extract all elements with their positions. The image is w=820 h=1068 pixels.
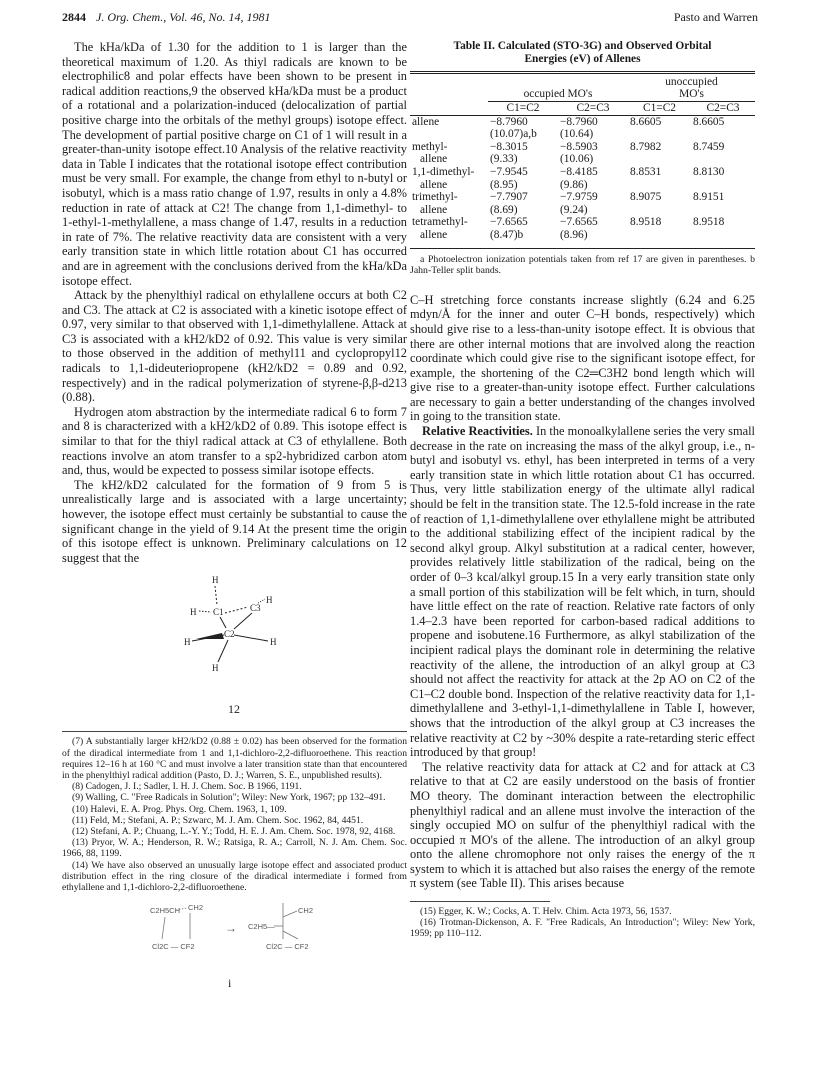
table-cell: 8.6605	[630, 115, 662, 128]
compound-name: allene	[420, 228, 448, 241]
column-header: C2=C3	[691, 102, 755, 116]
atom-c1: C1	[213, 607, 224, 618]
group-header-unoccupied: unoccupied	[665, 75, 718, 88]
footnote: (16) Trotman-Dickenson, A. F. "Free Radicals, An Introduction"; Wiley: New York, 1959; pp 110–112.	[410, 917, 755, 940]
atom-h-c2-left: H	[184, 637, 191, 648]
footnote: (10) Halevi, E. A. Prog. Phys. Org. Chem. 1963, 1, 109.	[72, 803, 287, 815]
table-row	[410, 191, 755, 204]
footnotes	[62, 736, 407, 893]
footnote: (12) Stefani, A. P.; Chuang, L.-Y. Y.; Todd, H. E. J. Am. Chem. Soc. 1978, 92, 4168.	[72, 826, 396, 837]
compound-name: allene	[420, 153, 448, 166]
left-column	[62, 40, 407, 999]
column-header: C1=C2	[488, 102, 558, 116]
structure-i-right-ch2: CH2	[298, 906, 314, 916]
journal-citation: J. Org. Chem., Vol. 46, No. 14, 1981	[96, 10, 271, 24]
structure-i-left-top: C2H5CH	[150, 906, 181, 916]
table-cell: 8.8130	[693, 165, 725, 178]
compound-name: trimethyl-	[412, 191, 458, 204]
atom-h-left: H	[190, 607, 197, 618]
table-cell: −8.5903	[560, 140, 598, 153]
atom-c3: C3	[250, 603, 261, 614]
table-cell: 8.7459	[693, 140, 725, 153]
paragraph-with-heading	[410, 424, 755, 760]
table-cell: (9.24)	[560, 203, 588, 216]
table-title-line: Table II. Calculated (STO-3G) and Observed Orbital	[453, 40, 712, 52]
compound-name	[410, 128, 488, 141]
reaction-arrow: →	[225, 921, 237, 936]
running-header	[62, 10, 758, 28]
paragraph: C–H stretching force constants increase slightly (6.24 and 6.25 mdyn/Å for the inner and outer C–H bonds, respectively) which should give rise to a less-than-unity isotope effect. It is obvious that there are other internal motions that are involved along the reaction coordinate which could give rise to the significant isotope effect, for example, the shortening of the C2═C3H2 bond length which will give rise to a greater-than-unity isotope effect. Further calculations are necessary to gain a better understanding of the changes involved in going to the transition state.	[410, 292, 755, 424]
table-row	[410, 166, 755, 179]
paragraph-text: In the monoalkylallene series the very small decrease in the rate on increasing the mass of the alkyl group, i.e., n-butyl and isobutyl vs. ethyl, has been interpreted in terms of a very early transition state in which little rotation about C1 has occurred. Thus, very little stabilization energy of the ultimate allyl radical should be felt in the transition state. The 12.5-fold increase in the rate of reaction of 1,1-dimethylallene over ethylallene might be attributed to the additional stabilizing effect of the incipient radical by the second alkyl group. Alkyl substitution at a radical center, however, provides relatively little stabilization of the radical, being on the order of 0–3 kcal/alkyl group.15 In a very early transition state only a small portion of this stabilization will be felt which, in turn, should have little effect on the rate of reaction. Relative rate factors of only 1.4–2.3 have been reported for carbon-based radical additions to propene and isobutene.16 Furthermore, as alkyl stabilization of the incipient radical plays the dominant role in determining the relative reactivity of the allene, the introduction of an alkyl group at C3 should not affect the reactivity for attack at the 2p AO on C2 of the C1–C2 double bond. Inspection of the relative reactivity data for 1,1-dimethylallene and 3-ethyl-1,1-dimethylallene in Table I, however, shows that the introduction of the alkyl group at C3 increases the relative reactivity at C2 by ~30% despite a rate-retarding steric effect introduced by that group!	[410, 424, 755, 760]
header-authors: Pasto and Warren	[673, 10, 758, 24]
paragraph: Attack by the phenylthiyl radical on ethylallene occurs at both C2 and C3. The attack at C2 is associated with a kinetic isotope effect of 0.97, very similar to that observed with 1,1-dimethylallene. Attack at C3 is associated with a kH2/kD2 of 0.92. This value is very similar to those observed in the addition of methyl11 and cyclopropyl12 radicals to 1,1-dideuteriopropene (kH2/kD2 = 0.89 and 0.92, respectively) and in the radical polymerization of styrene-β,β-d213 (0.88).	[62, 288, 407, 405]
structure-i-figure	[62, 899, 407, 999]
table-row	[410, 115, 755, 128]
footnote: (14) We have also observed an unusually large isotope effect and associated product distribution effect in the ring closure of the diradical intermediate i formed from ethylallene and 1,1-dichloro-2,2-difluoroethene.	[62, 859, 407, 894]
table-cell: −7.7907	[490, 191, 528, 204]
paragraph: The relative reactivity data for attack at C2 and for attack at C3 relative to that at C2 are easily understood on the basis of frontier MO theory. The dominant interaction between the electrophilic phenylthiyl radical and an allene must involve the interaction of the singly occupied MO on sulfur of the phenylthiyl radical with the occupied π MO's of the allene. The introduction of an alkyl group onto the allene chromophore not only raises the energy of the π system to which it is attached but also raises the energy of the remote π system (see Table II). This arises because	[410, 759, 755, 891]
table-cell: (9.86)	[560, 178, 588, 191]
footnote: (9) Walling, C. "Free Radicals in Solution"; Wiley: New York, 1967; pp 132–491.	[72, 792, 386, 804]
structure-i-left-bottom: Cl2C — CF2	[152, 942, 195, 952]
table-row	[410, 179, 755, 192]
table-cell: −8.7960	[560, 115, 598, 128]
table-cell: 8.9518	[630, 216, 662, 229]
table-cell: −8.3015	[490, 140, 528, 153]
right-column	[410, 40, 755, 940]
paragraph: The kHa/kDa of 1.30 for the addition to 1 is larger than the theoretical maximum of 1.20. As thiyl radicals are known to be electrophilic8 and polar effects have been shown to be present in radical addition reactions,9 the observed kHa/kDa must be a product of a rotational and a polarization-induced (delocalization of partial positive charge into the orbitals of the methyl groups) isotope effect. The development of partial positive charge on C1 of 1 will result in a greater-than-unity isotope effect.10 Analysis of the relative reactivity data in Table I indicates that the rotational isotope effect contribution must be very small. For example, the change from ethyl to n-butyl or isobutyl, which is a mass ratio change of 1.97, results in only a 4.8% reduction in rate of attack at C2! The change from 1,1-dimethyl- to 1-ethyl-1-methylallene, a mass change of 1.47, results in a reduction in rate of 7%. The relative reactivity data are consistent with a very early transition state in which little rotation about C1 has occurred and are in agreement with the conclusions derived from the kHa/kDa isotope effect.	[62, 40, 407, 288]
table-cell: 8.9075	[630, 191, 662, 204]
table-cell: (9.33)	[490, 153, 518, 166]
table-cell: −7.6565	[490, 216, 528, 229]
group-header-occupied: occupied MO's	[488, 88, 628, 101]
atom-h-bottom: H	[212, 663, 219, 674]
paragraph: Hydrogen atom abstraction by the intermediate radical 6 to form 7 and 8 is characterized with a kH2/kD2 of 0.89. This isotope effect is similar to that for the thiyl radical attack at C3 of ethylallene. Both reactions involve an atom transfer to a sp2-hybridized carbon atom and, thus, would be expected to possess similar isotope effects.	[62, 404, 407, 478]
compound-name: methyl-	[412, 140, 448, 153]
table-row	[410, 153, 755, 166]
column-header: C2=C3	[558, 102, 628, 116]
table-cell: 8.6605	[693, 115, 725, 128]
structure-12-drawing	[62, 573, 407, 725]
footnote: (8) Cadogen, J. I.; Sadler, I. H. J. Chem. Soc. B 1966, 1191.	[72, 781, 302, 793]
table-cell: (8.69)	[490, 203, 518, 216]
column-header: C1=C2	[628, 102, 691, 116]
table-cell: (8.47)b	[490, 228, 524, 241]
structure-i-label: i	[228, 976, 232, 991]
footnote: (13) Pryor, W. A.; Henderson, R. W.; Ratsiga, R. A.; Carroll, N. J. Am. Chem. Soc. 1966, 88, 1199.	[62, 837, 407, 860]
table-row	[410, 204, 755, 217]
structure-12-figure	[62, 573, 407, 725]
table-cell: 8.9151	[693, 191, 725, 204]
table-cell: 8.9518	[693, 216, 725, 229]
table-cell: (10.64)	[560, 128, 594, 141]
table-cell: 8.7982	[630, 140, 662, 153]
atom-h-top: H	[212, 575, 219, 586]
section-heading: Relative Reactivities.	[422, 424, 533, 439]
table-cell: (8.95)	[490, 178, 518, 191]
table-cell: (10.06)	[560, 153, 594, 166]
table-cell: −8.7960	[490, 115, 528, 128]
header-left	[62, 10, 271, 25]
table-row	[410, 128, 755, 141]
right-body-text	[410, 293, 755, 891]
table-title-line: Energies (eV) of Allenes	[524, 53, 641, 66]
compound-name: tetramethyl-	[412, 216, 468, 229]
group-header-unoccupied-mos: MO's	[628, 88, 755, 101]
table-row	[410, 229, 755, 242]
table-cell: −8.4185	[560, 165, 598, 178]
table-cell: −7.9545	[490, 165, 528, 178]
compound-name: allene	[420, 178, 448, 191]
table-row	[410, 141, 755, 154]
atom-c2: C2	[224, 629, 235, 640]
orbital-energies-table	[410, 71, 755, 242]
table-cell: −7.9759	[560, 191, 598, 204]
structure-i-right-left: C2H5—	[248, 922, 275, 932]
page-number: 2844	[62, 10, 86, 24]
table-cell: (10.07)a,b	[490, 128, 537, 141]
compound-name: 1,1-dimethyl-	[412, 165, 475, 178]
table-title	[410, 40, 755, 67]
table-cell: 8.8531	[630, 165, 662, 178]
table-cell: −7.6565	[560, 216, 598, 229]
compound-name: allene	[420, 203, 448, 216]
table-row	[410, 216, 755, 229]
footnote-rule	[410, 901, 550, 902]
structure-i-right-bottom: Cl2C — CF2	[266, 942, 309, 952]
left-body-text	[62, 40, 407, 565]
table-notes: a Photoelectron ionization potentials taken from ref 17 are given in parentheses. b Jahn-Teller split bands.	[410, 248, 755, 277]
paragraph: The kH2/kD2 calculated for the formation of 9 from 5 is unrealistically large and is associated with a large uncertainty; however, the isotope effect must certainly be substantial to cause the significant change in the yield of 9.14 At the present time the origin of this isotope effect is unknown. Preliminary calculations on 12 suggest that the	[62, 477, 407, 565]
atom-h-c2-right: H	[270, 637, 277, 648]
atom-h-right-top: H	[266, 595, 273, 606]
compound-name: allene	[412, 115, 440, 128]
footnote: (7) A substantially larger kH2/kD2 (0.88 ± 0.02) has been observed for the formation of the diradical intermediate from 1 and 1,1-dichloro-2,2-difluoroethene. This reaction requires 12–16 h at 160 °C and must involve a later transition state than that encountered in the phenylthiyl radical addition (Pasto, D. J.; Warren, S. E., unpublished results).	[62, 736, 407, 781]
right-footnotes	[410, 906, 755, 940]
structure-12-label: 12	[228, 702, 240, 717]
structure-i-drawing	[62, 899, 407, 999]
table-cell: (8.96)	[560, 228, 588, 241]
footnote: (15) Egger, K. W.; Cocks, A. T. Helv. Chim. Acta 1973, 56, 1537.	[420, 906, 672, 918]
structure-i-left-ch2: CH2	[188, 903, 204, 913]
footnote: (11) Feld, M.; Stefani, A. P.; Szwarc, M. J. Am. Chem. Soc. 1962, 84, 4451.	[72, 814, 364, 826]
footnote-rule	[62, 731, 407, 732]
